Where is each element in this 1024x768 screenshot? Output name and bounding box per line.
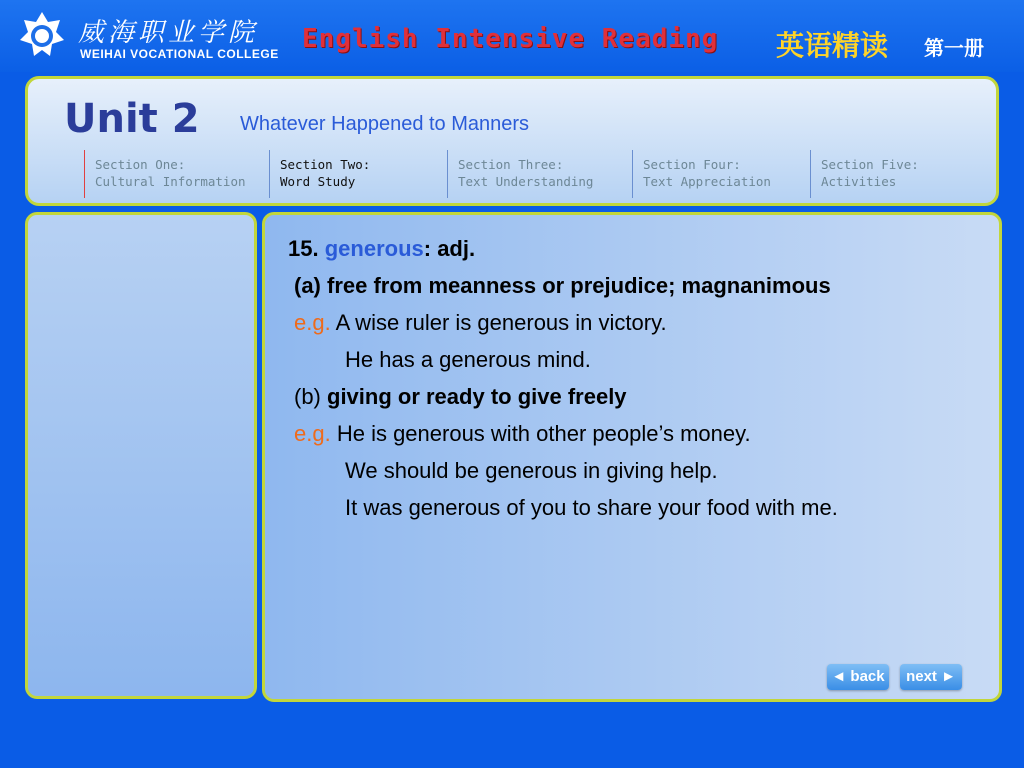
- example-b-2: We should be generous in giving help.: [345, 458, 718, 483]
- definition-b: [294, 384, 627, 410]
- section-four-label: Section Four:: [643, 157, 741, 172]
- example-b-3: It was generous of you to share your food with me.: [345, 495, 838, 520]
- section-one-name: Cultural Information: [95, 174, 246, 189]
- section-three-link[interactable]: [447, 150, 593, 198]
- example-b-1: He is generous with other people’s money.: [336, 421, 751, 446]
- section-four-link[interactable]: [632, 150, 771, 198]
- definition-b-prefix: (b): [294, 384, 327, 409]
- section-two-name: Word Study: [280, 174, 356, 189]
- section-three-label: Section Three:: [458, 157, 564, 172]
- example-a-line-1: [294, 310, 667, 336]
- college-name-cn: 威海职业学院: [78, 18, 259, 48]
- example-a-2: He has a generous mind.: [345, 347, 591, 372]
- college-logo-icon: [18, 10, 66, 62]
- section-five-label: Section Five:: [821, 157, 919, 172]
- eg-label: e.g.: [294, 421, 331, 446]
- section-five-link[interactable]: [810, 150, 919, 198]
- definition-a: (a) free from meanness or prejudice; magnanimous: [294, 273, 831, 298]
- unit-subtitle: Whatever Happened to Manners: [240, 113, 530, 135]
- example-a-1: A wise ruler is generous in victory.: [335, 310, 667, 335]
- entry-word: generous: [324, 236, 424, 261]
- volume-label: 第一册: [924, 38, 984, 60]
- definition-b-text: giving or ready to give freely: [327, 384, 627, 409]
- entry-pos: : adj.: [423, 236, 476, 261]
- section-three-name: Text Understanding: [458, 174, 594, 189]
- top-banner: [0, 0, 1024, 72]
- eg-label: e.g.: [294, 310, 331, 335]
- section-one-label: Section One:: [95, 157, 186, 172]
- entry-number: 15.: [288, 236, 319, 261]
- unit-title: Unit 2: [64, 96, 200, 142]
- next-button[interactable]: next ►: [900, 664, 962, 690]
- section-five-name: Activities: [821, 174, 897, 189]
- entry-headword-line: [288, 236, 475, 262]
- section-four-name: Text Appreciation: [643, 174, 771, 189]
- back-button[interactable]: ◄ back: [827, 664, 889, 690]
- section-one-link[interactable]: [84, 150, 246, 198]
- left-side-panel: [25, 212, 257, 699]
- example-b-line-1: [294, 421, 751, 447]
- section-two-link[interactable]: [269, 150, 370, 198]
- course-title-cn: 英语精读: [776, 30, 889, 61]
- section-two-label: Section Two:: [280, 157, 371, 172]
- course-title-en: English Intensive Reading: [302, 24, 719, 54]
- college-name-en: WEIHAI VOCATIONAL COLLEGE: [80, 47, 279, 61]
